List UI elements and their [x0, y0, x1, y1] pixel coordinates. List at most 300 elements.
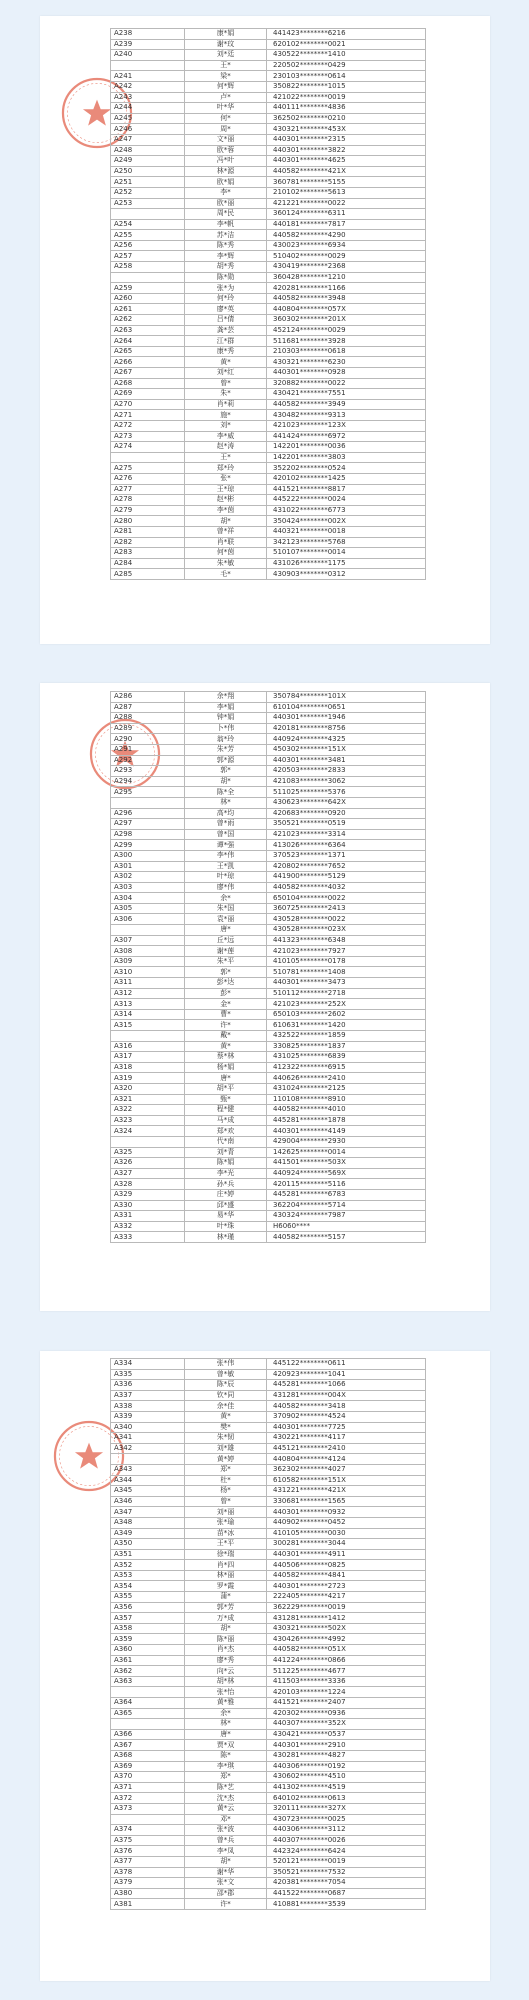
id-number-cell: 370523********1371 — [267, 850, 426, 861]
row-number-cell: A371 — [111, 1782, 185, 1793]
table-row — [111, 1613, 426, 1624]
row-number-cell: A241 — [111, 71, 185, 82]
table-row — [111, 1094, 426, 1105]
name-cell: 陈*全 — [185, 787, 267, 798]
row-number-cell: A358 — [111, 1623, 185, 1634]
id-number-cell: 430221********4117 — [267, 1433, 426, 1444]
name-cell: 王*平 — [185, 1539, 267, 1550]
name-cell: 曹* — [185, 1009, 267, 1020]
table-row — [111, 1359, 426, 1370]
id-number-cell: 430023********6934 — [267, 240, 426, 251]
id-number-cell: 620102********0021 — [267, 39, 426, 50]
table-row — [111, 713, 426, 724]
id-number-cell: 420381********7054 — [267, 1878, 426, 1889]
name-cell: 廖*伟 — [185, 882, 267, 893]
table-row — [111, 1380, 426, 1391]
table-row — [111, 1708, 426, 1719]
name-cell: 唐* — [185, 1073, 267, 1084]
name-cell: 许* — [185, 1899, 267, 1910]
row-number-cell: A278 — [111, 495, 185, 506]
row-number-cell: A366 — [111, 1729, 185, 1740]
id-number-cell: 350521********7532 — [267, 1867, 426, 1878]
table-row — [111, 1083, 426, 1094]
id-number-cell: 440301********4911 — [267, 1549, 426, 1560]
id-number-cell: 410105********0178 — [267, 956, 426, 967]
row-number-cell: A370 — [111, 1772, 185, 1783]
row-number-cell: A379 — [111, 1878, 185, 1889]
id-number-cell: 610631********1420 — [267, 1020, 426, 1031]
name-cell: 胡* — [185, 1856, 267, 1867]
table-row — [111, 1676, 426, 1687]
table-row — [111, 1232, 426, 1243]
row-number-cell: A270 — [111, 399, 185, 410]
name-cell: 梁* — [185, 71, 267, 82]
name-cell: 樊* — [185, 1422, 267, 1433]
name-cell: 胡*平 — [185, 1083, 267, 1094]
row-number-cell: A298 — [111, 829, 185, 840]
id-number-cell: 440301********4625 — [267, 156, 426, 167]
row-number-cell: A255 — [111, 230, 185, 241]
name-cell: 黄*云 — [185, 1803, 267, 1814]
row-number-cell: A349 — [111, 1528, 185, 1539]
table-row — [111, 925, 426, 936]
table-row — [111, 262, 426, 273]
id-number-cell: 430522********1410 — [267, 50, 426, 61]
id-number-cell: 445222********0024 — [267, 495, 426, 506]
name-cell: 何*玲 — [185, 293, 267, 304]
name-cell: 李*琪 — [185, 1761, 267, 1772]
table-row — [111, 1645, 426, 1656]
name-cell: 沈*杰 — [185, 1793, 267, 1804]
table-row — [111, 1888, 426, 1899]
id-number-cell: 210303********0618 — [267, 346, 426, 357]
name-cell: 何*茵 — [185, 548, 267, 559]
table-row — [111, 209, 426, 220]
name-cell: 李* — [185, 187, 267, 198]
row-number-cell: A373 — [111, 1803, 185, 1814]
name-cell: 林* — [185, 1719, 267, 1730]
row-number-cell: A300 — [111, 850, 185, 861]
id-number-cell: 421023********3314 — [267, 829, 426, 840]
table-row — [111, 787, 426, 798]
table-row — [111, 1560, 426, 1571]
row-number-cell: A355 — [111, 1592, 185, 1603]
table-row — [111, 1899, 426, 1910]
id-number-cell: 222405********4217 — [267, 1592, 426, 1603]
name-cell: 代*南 — [185, 1136, 267, 1147]
row-number-cell: A325 — [111, 1147, 185, 1158]
row-number-cell: A263 — [111, 325, 185, 336]
name-cell: 李*凤 — [185, 1846, 267, 1857]
row-number-cell: A377 — [111, 1856, 185, 1867]
name-cell: 蔡*林 — [185, 1052, 267, 1063]
row-number-cell: A363 — [111, 1676, 185, 1687]
id-number-cell: 420302********0936 — [267, 1708, 426, 1719]
name-cell: 翁*玲 — [185, 734, 267, 745]
id-number-cell: 142201********0036 — [267, 442, 426, 453]
id-number-cell: 440301********0932 — [267, 1507, 426, 1518]
id-number-cell: 420503********2833 — [267, 766, 426, 777]
name-cell: 吕*倩 — [185, 315, 267, 326]
name-cell: 庄*婷 — [185, 1189, 267, 1200]
row-number-cell: A304 — [111, 893, 185, 904]
table-row — [111, 999, 426, 1010]
row-number-cell: A352 — [111, 1560, 185, 1571]
table-row — [111, 882, 426, 893]
name-cell: 谢*玟 — [185, 39, 267, 50]
table-row — [111, 1623, 426, 1634]
id-number-cell: 431022********6773 — [267, 505, 426, 516]
id-number-cell: 440582********3948 — [267, 293, 426, 304]
id-number-cell: 220502********0429 — [267, 60, 426, 71]
name-cell: 何*辉 — [185, 81, 267, 92]
id-number-cell: 350822********1015 — [267, 81, 426, 92]
name-cell: 王* — [185, 60, 267, 71]
table-row — [111, 1846, 426, 1857]
row-number-cell: A328 — [111, 1179, 185, 1190]
row-number-cell: A374 — [111, 1825, 185, 1836]
row-number-cell: A301 — [111, 861, 185, 872]
row-number-cell: A295 — [111, 787, 185, 798]
id-number-cell: 445281********6783 — [267, 1189, 426, 1200]
table-row — [111, 1411, 426, 1422]
table-row — [111, 1158, 426, 1169]
id-number-cell: 440626********2410 — [267, 1073, 426, 1084]
table-row — [111, 808, 426, 819]
table-row — [111, 1825, 426, 1836]
name-cell: 杜* — [185, 1475, 267, 1486]
table-row — [111, 967, 426, 978]
name-cell: 曾*国 — [185, 829, 267, 840]
member-list-table — [110, 28, 426, 580]
row-number-cell: A244 — [111, 103, 185, 114]
row-number-cell: A316 — [111, 1041, 185, 1052]
id-number-cell: 362502********0210 — [267, 113, 426, 124]
table-row — [111, 29, 426, 40]
table-row — [111, 1517, 426, 1528]
row-number-cell: A341 — [111, 1433, 185, 1444]
row-number-cell: A242 — [111, 81, 185, 92]
table-row — [111, 1454, 426, 1465]
table-row — [111, 1433, 426, 1444]
id-number-cell: 441522********0687 — [267, 1888, 426, 1899]
row-number-cell: A351 — [111, 1549, 185, 1560]
id-number-cell: 421083********3062 — [267, 776, 426, 787]
name-cell: 高*均 — [185, 808, 267, 819]
id-number-cell: 430281********4827 — [267, 1750, 426, 1761]
name-cell: 彭*达 — [185, 978, 267, 989]
id-number-cell: 110108********8910 — [267, 1094, 426, 1105]
table-row — [111, 452, 426, 463]
table-row — [111, 505, 426, 516]
name-cell: 李*娟 — [185, 702, 267, 713]
id-number-cell: 441521********8817 — [267, 484, 426, 495]
table-row — [111, 946, 426, 957]
id-number-cell: 210102********5613 — [267, 187, 426, 198]
table-row — [111, 1189, 426, 1200]
id-number-cell: 441224********0866 — [267, 1655, 426, 1666]
row-number-cell — [111, 452, 185, 463]
id-number-cell: 420102********1425 — [267, 473, 426, 484]
name-cell: 王*琼 — [185, 484, 267, 495]
table-row — [111, 797, 426, 808]
row-number-cell: A329 — [111, 1189, 185, 1200]
id-number-cell: 330825********1837 — [267, 1041, 426, 1052]
row-number-cell: A310 — [111, 967, 185, 978]
table-row — [111, 368, 426, 379]
id-number-cell: 440321********0018 — [267, 526, 426, 537]
table-row — [111, 829, 426, 840]
name-cell: 陈*娟 — [185, 1158, 267, 1169]
id-number-cell: 429004********2930 — [267, 1136, 426, 1147]
table-row — [111, 1867, 426, 1878]
id-number-cell: 440582********3949 — [267, 399, 426, 410]
row-number-cell — [111, 272, 185, 283]
name-cell: 何* — [185, 113, 267, 124]
id-number-cell: 360725********2413 — [267, 903, 426, 914]
name-cell: 欧*蓉 — [185, 145, 267, 156]
name-cell: 叶*华 — [185, 103, 267, 114]
row-number-cell: A339 — [111, 1411, 185, 1422]
document-page-1 — [40, 16, 490, 644]
table-row — [111, 1052, 426, 1063]
id-number-cell: 431025********6839 — [267, 1052, 426, 1063]
table-row — [111, 1655, 426, 1666]
table-row — [111, 81, 426, 92]
row-number-cell: A319 — [111, 1073, 185, 1084]
id-number-cell: 650103********2602 — [267, 1009, 426, 1020]
row-number-cell: A239 — [111, 39, 185, 50]
name-cell: 肖*杰 — [185, 1645, 267, 1656]
id-number-cell: 452124********0029 — [267, 325, 426, 336]
table-row — [111, 1179, 426, 1190]
name-cell: 朱*平 — [185, 956, 267, 967]
id-number-cell: 440582********4290 — [267, 230, 426, 241]
name-cell: 郑* — [185, 1772, 267, 1783]
name-cell: 徐*瑞 — [185, 1549, 267, 1560]
row-number-cell — [111, 209, 185, 220]
id-number-cell: 440301********2723 — [267, 1581, 426, 1592]
id-number-cell: 441302********4519 — [267, 1782, 426, 1793]
table-row — [111, 1698, 426, 1709]
table-row — [111, 1369, 426, 1380]
row-number-cell: A306 — [111, 914, 185, 925]
id-number-cell: 430602********4510 — [267, 1772, 426, 1783]
row-number-cell: A315 — [111, 1020, 185, 1031]
id-number-cell: 440306********0192 — [267, 1761, 426, 1772]
id-number-cell: 440301********1946 — [267, 713, 426, 724]
id-number-cell: 350784********101X — [267, 692, 426, 703]
name-cell: 黄* — [185, 357, 267, 368]
row-number-cell: A340 — [111, 1422, 185, 1433]
name-cell: 丘*远 — [185, 935, 267, 946]
name-cell: 张*波 — [185, 1825, 267, 1836]
table-row — [111, 251, 426, 262]
name-cell: 朱*敏 — [185, 558, 267, 569]
name-cell: 毛* — [185, 569, 267, 580]
name-cell: 李*茵 — [185, 505, 267, 516]
name-cell: 唐* — [185, 925, 267, 936]
id-number-cell: 430421********7551 — [267, 389, 426, 400]
row-number-cell — [111, 60, 185, 71]
id-number-cell: 510781********1408 — [267, 967, 426, 978]
name-cell: 李*帆 — [185, 219, 267, 230]
name-cell: 苗*冰 — [185, 1528, 267, 1539]
table-row — [111, 1772, 426, 1783]
name-cell: 江*群 — [185, 336, 267, 347]
row-number-cell: A335 — [111, 1369, 185, 1380]
table-row — [111, 240, 426, 251]
id-number-cell: 430723********0025 — [267, 1814, 426, 1825]
row-number-cell — [111, 1031, 185, 1042]
name-cell: 郭* — [185, 967, 267, 978]
name-cell: 刘*青 — [185, 1147, 267, 1158]
table-row — [111, 1570, 426, 1581]
table-row — [111, 1115, 426, 1126]
id-number-cell: 511225********4677 — [267, 1666, 426, 1677]
table-row — [111, 410, 426, 421]
row-number-cell: A250 — [111, 166, 185, 177]
name-cell: 贾*双 — [185, 1740, 267, 1751]
name-cell: 袁*丽 — [185, 914, 267, 925]
table-row — [111, 1793, 426, 1804]
name-cell: 陈* — [185, 1750, 267, 1761]
table-row — [111, 692, 426, 703]
row-number-cell: A333 — [111, 1232, 185, 1243]
row-number-cell: A356 — [111, 1602, 185, 1613]
table-row — [111, 103, 426, 114]
row-number-cell: A296 — [111, 808, 185, 819]
table-row — [111, 60, 426, 71]
id-number-cell: 440582********421X — [267, 166, 426, 177]
name-cell: 郑*玲 — [185, 463, 267, 474]
name-cell: 黄*婷 — [185, 1454, 267, 1465]
id-number-cell: 440301********7725 — [267, 1422, 426, 1433]
id-number-cell: 430321********6230 — [267, 357, 426, 368]
id-number-cell: 420103********1224 — [267, 1687, 426, 1698]
table-row — [111, 537, 426, 548]
table-row — [111, 1475, 426, 1486]
id-number-cell: 440301********2910 — [267, 1740, 426, 1751]
row-number-cell: A279 — [111, 505, 185, 516]
row-number-cell: A369 — [111, 1761, 185, 1772]
row-number-cell: A240 — [111, 50, 185, 61]
row-number-cell: A257 — [111, 251, 185, 262]
name-cell: 文*丽 — [185, 134, 267, 145]
table-row — [111, 420, 426, 431]
row-number-cell: A362 — [111, 1666, 185, 1677]
name-cell: 曾*兵 — [185, 1835, 267, 1846]
id-number-cell: 430623********642X — [267, 797, 426, 808]
id-number-cell: 142201********3803 — [267, 452, 426, 463]
name-cell: 胡*林 — [185, 1676, 267, 1687]
table-row — [111, 903, 426, 914]
table-row — [111, 378, 426, 389]
row-number-cell: A256 — [111, 240, 185, 251]
row-number-cell: A291 — [111, 744, 185, 755]
table-row — [111, 1581, 426, 1592]
table-row — [111, 145, 426, 156]
name-cell: 余* — [185, 893, 267, 904]
table-row — [111, 1856, 426, 1867]
name-cell: 曾* — [185, 1496, 267, 1507]
table-row — [111, 39, 426, 50]
id-number-cell: 142625********0014 — [267, 1147, 426, 1158]
name-cell: 邵*郡 — [185, 1888, 267, 1899]
name-cell: 胡* — [185, 1623, 267, 1634]
id-number-cell: 350424********002X — [267, 516, 426, 527]
name-cell: 程*健 — [185, 1105, 267, 1116]
id-number-cell: 440181********7817 — [267, 219, 426, 230]
name-cell: 郭*源 — [185, 755, 267, 766]
table-row — [111, 914, 426, 925]
table-row — [111, 336, 426, 347]
row-number-cell: A281 — [111, 526, 185, 537]
id-number-cell: 440301********4149 — [267, 1126, 426, 1137]
id-number-cell: 441900********5129 — [267, 872, 426, 883]
row-number-cell: A353 — [111, 1570, 185, 1581]
member-list-table — [110, 691, 426, 1243]
row-number-cell: A311 — [111, 978, 185, 989]
row-number-cell: A273 — [111, 431, 185, 442]
row-number-cell: A268 — [111, 378, 185, 389]
name-cell: 陈*辰 — [185, 1380, 267, 1391]
row-number-cell: A322 — [111, 1105, 185, 1116]
name-cell: 唐* — [185, 1729, 267, 1740]
name-cell: 张* — [185, 473, 267, 484]
name-cell: 康*秀 — [185, 346, 267, 357]
name-cell: 刘*廷 — [185, 50, 267, 61]
row-number-cell: A262 — [111, 315, 185, 326]
name-cell: 万*成 — [185, 1613, 267, 1624]
row-number-cell: A305 — [111, 903, 185, 914]
id-number-cell: 445281********1066 — [267, 1380, 426, 1391]
table-row — [111, 1422, 426, 1433]
table-row — [111, 293, 426, 304]
table-row — [111, 1390, 426, 1401]
name-cell: 黄* — [185, 1041, 267, 1052]
table-row — [111, 1687, 426, 1698]
id-number-cell: 442324********6424 — [267, 1846, 426, 1857]
row-number-cell: A350 — [111, 1539, 185, 1550]
row-number-cell: A308 — [111, 946, 185, 957]
id-number-cell: H6060**** — [267, 1221, 426, 1232]
table-row — [111, 357, 426, 368]
name-cell: 施* — [185, 410, 267, 421]
table-row — [111, 1602, 426, 1613]
table-row — [111, 1031, 426, 1042]
id-number-cell: 440301********3822 — [267, 145, 426, 156]
row-number-cell: A324 — [111, 1126, 185, 1137]
name-cell: 余* — [185, 1708, 267, 1719]
row-number-cell: A258 — [111, 262, 185, 273]
row-number-cell: A321 — [111, 1094, 185, 1105]
id-number-cell: 445122********0611 — [267, 1359, 426, 1370]
table-row — [111, 819, 426, 830]
table-row — [111, 1666, 426, 1677]
table-row — [111, 978, 426, 989]
table-row — [111, 473, 426, 484]
row-number-cell: A280 — [111, 516, 185, 527]
row-number-cell: A376 — [111, 1846, 185, 1857]
table-row — [111, 1719, 426, 1730]
table-row — [111, 1200, 426, 1211]
id-number-cell: 441501********503X — [267, 1158, 426, 1169]
id-number-cell: 440804********4124 — [267, 1454, 426, 1465]
document-page-2 — [40, 683, 490, 1311]
row-number-cell: A327 — [111, 1168, 185, 1179]
id-number-cell: 440582********5157 — [267, 1232, 426, 1243]
